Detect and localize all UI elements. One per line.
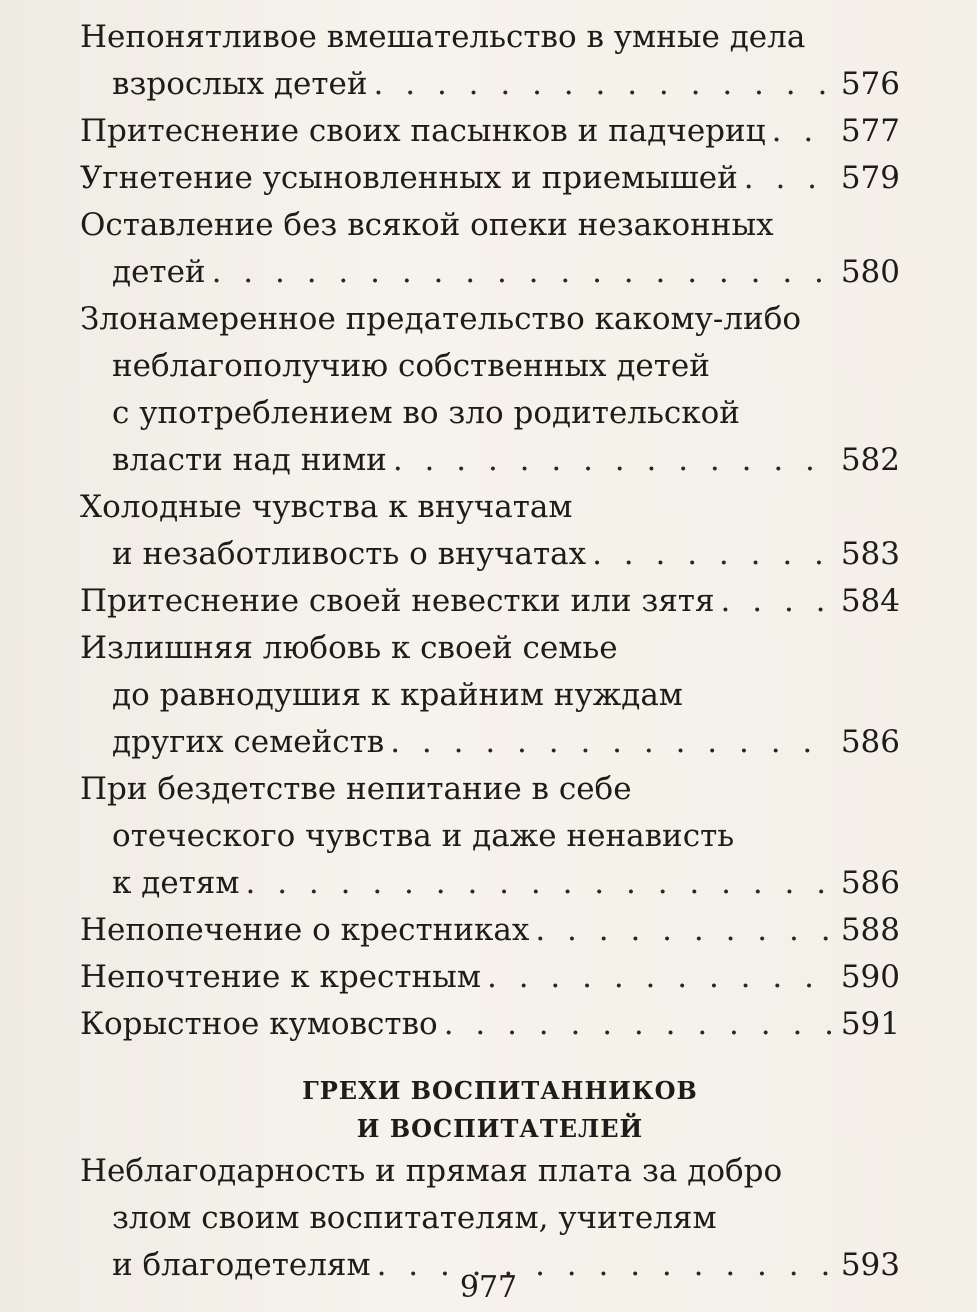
toc-entry-line bbox=[80, 813, 900, 860]
page-number: 977 bbox=[459, 1270, 518, 1305]
toc-page-number: 582 bbox=[840, 442, 900, 478]
dot-leader bbox=[384, 719, 837, 766]
dot-leader bbox=[529, 907, 836, 954]
toc-page-number: 593 bbox=[840, 1247, 900, 1283]
toc-entry-line bbox=[80, 155, 900, 202]
toc-entry bbox=[80, 484, 900, 578]
toc-entry bbox=[80, 1148, 900, 1289]
toc-entry-line bbox=[80, 1148, 900, 1195]
toc-entry-line bbox=[80, 202, 900, 249]
toc-entry bbox=[80, 155, 900, 202]
toc-entry-text: других семейств bbox=[112, 724, 385, 760]
toc-entry-text: Непонятливое вмешательство в умные дела bbox=[80, 19, 806, 55]
toc-entry bbox=[80, 766, 900, 907]
toc-entry-line bbox=[80, 719, 900, 766]
toc-entry-line bbox=[80, 437, 900, 484]
section-heading-line-2: И ВОСПИТАТЕЛЕЙ bbox=[356, 1114, 644, 1143]
toc-entry-line bbox=[80, 296, 900, 343]
toc-page-number: 591 bbox=[840, 1006, 900, 1042]
dot-leader bbox=[586, 531, 837, 578]
toc-entry-line bbox=[80, 954, 900, 1001]
toc-entry bbox=[80, 954, 900, 1001]
toc-entry-text: Непопечение о крестниках bbox=[80, 912, 530, 948]
toc-entry bbox=[80, 1001, 900, 1048]
toc-entry-text: Излишняя любовь к своей семье bbox=[80, 630, 618, 666]
toc-entry-line bbox=[80, 390, 900, 437]
toc-page-number: 580 bbox=[840, 254, 900, 290]
toc-entry-line bbox=[80, 249, 900, 296]
toc-entry-text: взрослых детей bbox=[112, 66, 368, 102]
dot-leader bbox=[481, 954, 837, 1001]
toc-page-number: 590 bbox=[840, 959, 900, 995]
toc-page-number: 577 bbox=[840, 113, 900, 149]
dot-leader bbox=[715, 578, 837, 625]
toc-entry-line bbox=[80, 578, 900, 625]
toc-entry-text: к детям bbox=[112, 865, 240, 901]
toc-entry-line bbox=[80, 860, 900, 907]
toc-entry-text: до равнодушия к крайним нуждам bbox=[112, 677, 683, 713]
toc-entry-text: отеческого чувства и даже ненависть bbox=[112, 818, 735, 854]
toc-page-number: 583 bbox=[840, 536, 900, 572]
toc-entry bbox=[80, 202, 900, 296]
toc-entry-text: власти над ними bbox=[112, 442, 387, 478]
toc-entry bbox=[80, 296, 900, 484]
toc-page-number: 576 bbox=[840, 66, 900, 102]
toc-entry bbox=[80, 578, 900, 625]
toc-entry-text: Притеснение своей невестки или зятя bbox=[80, 583, 715, 619]
toc-entry-text: Неблагодарность и прямая плата за добро bbox=[80, 1153, 783, 1189]
dot-leader bbox=[239, 860, 836, 907]
section-heading-line-1: ГРЕХИ ВОСПИТАННИКОВ bbox=[302, 1076, 698, 1105]
toc-page-number: 579 bbox=[840, 160, 900, 196]
toc-entry-line bbox=[80, 61, 900, 108]
toc-entry-text: Корыстное кумовство bbox=[80, 1006, 438, 1042]
toc-page-number: 586 bbox=[840, 724, 900, 760]
toc-entry-line bbox=[80, 343, 900, 390]
toc-page-number: 588 bbox=[840, 912, 900, 948]
table-of-contents bbox=[80, 14, 900, 1289]
toc-entry-text: детей bbox=[112, 254, 206, 290]
toc-entry-line bbox=[80, 484, 900, 531]
toc-entry-line bbox=[80, 1001, 900, 1048]
toc-entry bbox=[80, 907, 900, 954]
dot-leader bbox=[206, 249, 837, 296]
toc-entry-line bbox=[80, 625, 900, 672]
dot-leader bbox=[368, 61, 837, 108]
toc-entries-top bbox=[80, 14, 900, 1048]
dot-leader bbox=[387, 437, 837, 484]
toc-entry-text: Угнетение усыновленных и приемышей bbox=[80, 160, 738, 196]
toc-entry-line bbox=[80, 766, 900, 813]
toc-entry-text: злом своим воспитателям, учителям bbox=[112, 1200, 717, 1236]
toc-page-number: 584 bbox=[840, 583, 900, 619]
toc-entry-text: Оставление без всякой опеки незаконных bbox=[80, 207, 774, 243]
dot-leader bbox=[766, 108, 837, 155]
toc-entry bbox=[80, 625, 900, 766]
toc-entry bbox=[80, 108, 900, 155]
section-heading bbox=[100, 1072, 900, 1148]
toc-entry-text: с употреблением во зло родительской bbox=[112, 395, 740, 431]
toc-entries-bottom bbox=[80, 1148, 900, 1289]
dot-leader bbox=[438, 1001, 837, 1048]
toc-entry-line bbox=[80, 14, 900, 61]
toc-entry-text: Непочтение к крестным bbox=[80, 959, 481, 995]
toc-page-number: 586 bbox=[840, 865, 900, 901]
toc-entry-line bbox=[80, 907, 900, 954]
toc-entry-text: неблагополучию собственных детей bbox=[112, 348, 710, 384]
toc-entry-text: Притеснение своих пасынков и падчериц bbox=[80, 113, 766, 149]
toc-entry-line bbox=[80, 108, 900, 155]
toc-entry-text: и благодетелям bbox=[112, 1247, 371, 1283]
toc-entry-text: При бездетстве непитание в себе bbox=[80, 771, 632, 807]
toc-entry-text: Холодные чувства к внучатам bbox=[80, 489, 573, 525]
toc-entry-line bbox=[80, 672, 900, 719]
toc-entry bbox=[80, 14, 900, 108]
toc-entry-line bbox=[80, 1195, 900, 1242]
dot-leader bbox=[738, 155, 837, 202]
toc-entry-text: Злонамеренное предательство какому-либо bbox=[80, 301, 802, 337]
toc-entry-line bbox=[80, 531, 900, 578]
toc-entry-text: и незаботливость о внучатах bbox=[112, 536, 587, 572]
